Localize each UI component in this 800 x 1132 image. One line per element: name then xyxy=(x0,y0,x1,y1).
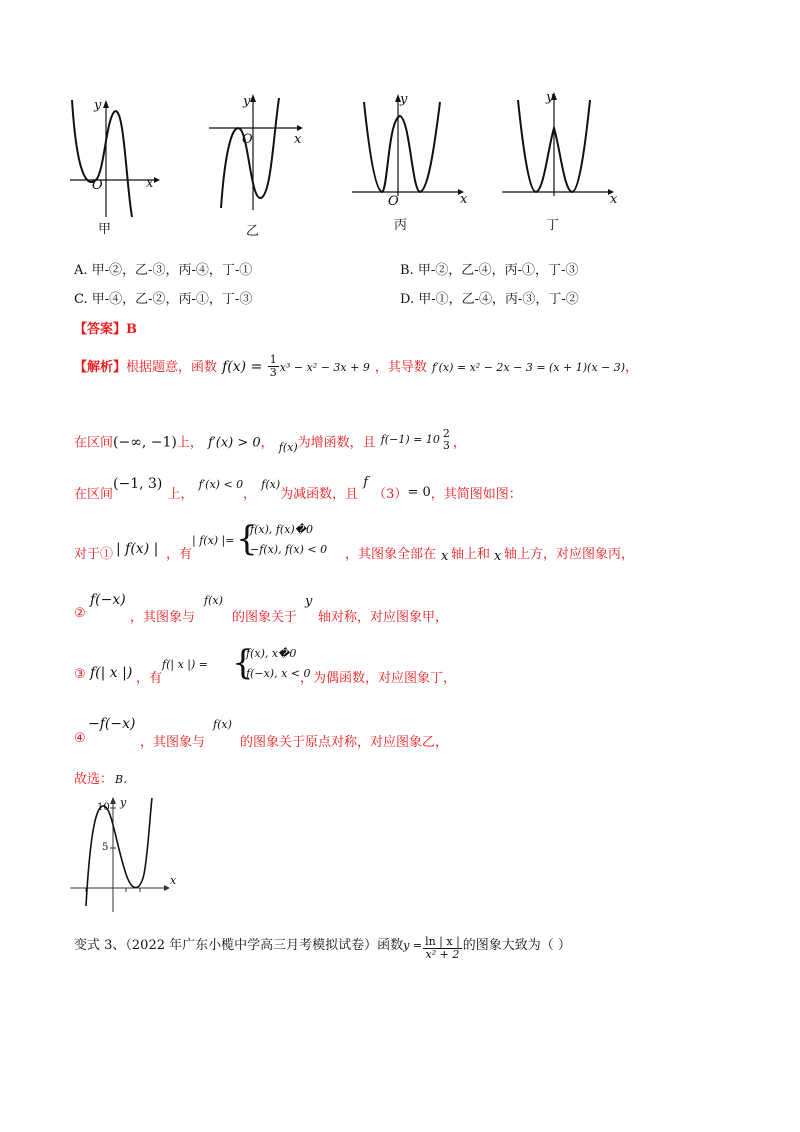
graph-yi-x: x xyxy=(294,132,302,147)
graph-yi-label: 乙 xyxy=(246,224,260,239)
item2-expr: f(−x) xyxy=(90,592,126,608)
ineq-1: f′(x) > 0 xyxy=(207,435,261,451)
graph-yi-o: O xyxy=(242,132,253,147)
item1-brace: { xyxy=(236,519,258,559)
derivative-expr: f′(x) = x² − 2x − 3 = (x + 1)(x − 3) xyxy=(432,361,626,374)
item1-expr: | f(x) | xyxy=(116,541,159,557)
graph-ding-y: y xyxy=(546,90,554,105)
analysis-line-1 xyxy=(74,354,638,379)
graph-ding xyxy=(498,88,623,208)
graph-bing-o: O xyxy=(388,194,399,209)
analysis-line-3: $_{在区间}$(−1, 3) $_{上,}$ $f'(x) < 0_,$ $f(x)_{为减函数,且}$ f $_{(3)= 0,其简图如图:}$ xyxy=(74,475,522,502)
graph-jia-y: y xyxy=(94,98,102,113)
choose-line: 故选： B. xyxy=(74,772,128,787)
f-def-left: f(x) = xyxy=(222,359,267,375)
graph-bing xyxy=(348,90,473,210)
item3-pre: ③ xyxy=(74,667,86,682)
analysis-line1-end: ， xyxy=(625,360,639,375)
analysis-line-2: 在区间(−∞, −1)上， f′(x) > 0， $_{f(x)}$为增函数，且 $^{f(-1) = 10}$ 2 3 ， xyxy=(74,427,466,454)
sketch-graph xyxy=(70,794,200,914)
graph-yi xyxy=(205,90,315,220)
item1-pre: 对于① xyxy=(74,547,114,562)
item3-brace: { xyxy=(232,643,254,683)
sketch-x: x xyxy=(170,874,177,887)
option-a: A. 甲-②，乙-③，丙-④，丁-① xyxy=(74,263,253,278)
sketch-y: y xyxy=(120,796,127,809)
item4-expr: −f(−x) xyxy=(88,716,136,732)
analysis-line1-mid: ，其导数 xyxy=(374,360,427,375)
graph-bing-x: x xyxy=(460,192,468,207)
item4-pre: ④ xyxy=(74,731,86,746)
item2-pre: ② xyxy=(74,606,86,621)
graph-jia-x: x xyxy=(146,176,154,191)
f-neg1: f(−1) = 10 xyxy=(380,432,440,446)
sketch-tick-10: 10 xyxy=(97,802,110,813)
graph-jia-label: 甲 xyxy=(98,222,112,237)
interval-1: (−∞, −1) xyxy=(113,434,177,451)
graph-jia-o: O xyxy=(92,178,103,193)
graph-ding-label: 丁 xyxy=(546,218,560,233)
option-b: B. 甲-②，乙-④，丙-①，丁-③ xyxy=(400,263,579,278)
option-c: C. 甲-④，乙-②，丙-①，丁-③ xyxy=(74,292,253,307)
graph-yi-y: y xyxy=(243,94,251,109)
option-d: D. 甲-①，乙-④，丙-③，丁-② xyxy=(400,292,579,307)
f-def-frac: $\frac{1}{3}$ xyxy=(269,353,277,379)
graph-bing-y: y xyxy=(400,92,408,107)
analysis-line1-pre: 根据题意，函数 xyxy=(126,360,218,375)
variant-question: 变式 3、（2022 年广东小榄中学高三月考模拟试卷）函数y = $\frac{\ln | x |}{\text{x² + 2}}$ 的图象大致为（ ） xyxy=(74,935,571,961)
graph-bing-label: 丙 xyxy=(394,218,408,233)
sketch-tick-5: 5 xyxy=(102,842,109,853)
analysis-tag: 【解析】 xyxy=(74,360,127,375)
graph-ding-x: x xyxy=(610,192,618,207)
answer-label: 【答案】B xyxy=(74,322,137,337)
interval-2: (−1, 3) xyxy=(113,476,163,492)
item3-expr: f(| x |) xyxy=(90,665,133,681)
graph-jia xyxy=(62,92,172,232)
f-def-right: x³ − x² − 3x + 9 xyxy=(279,361,370,374)
